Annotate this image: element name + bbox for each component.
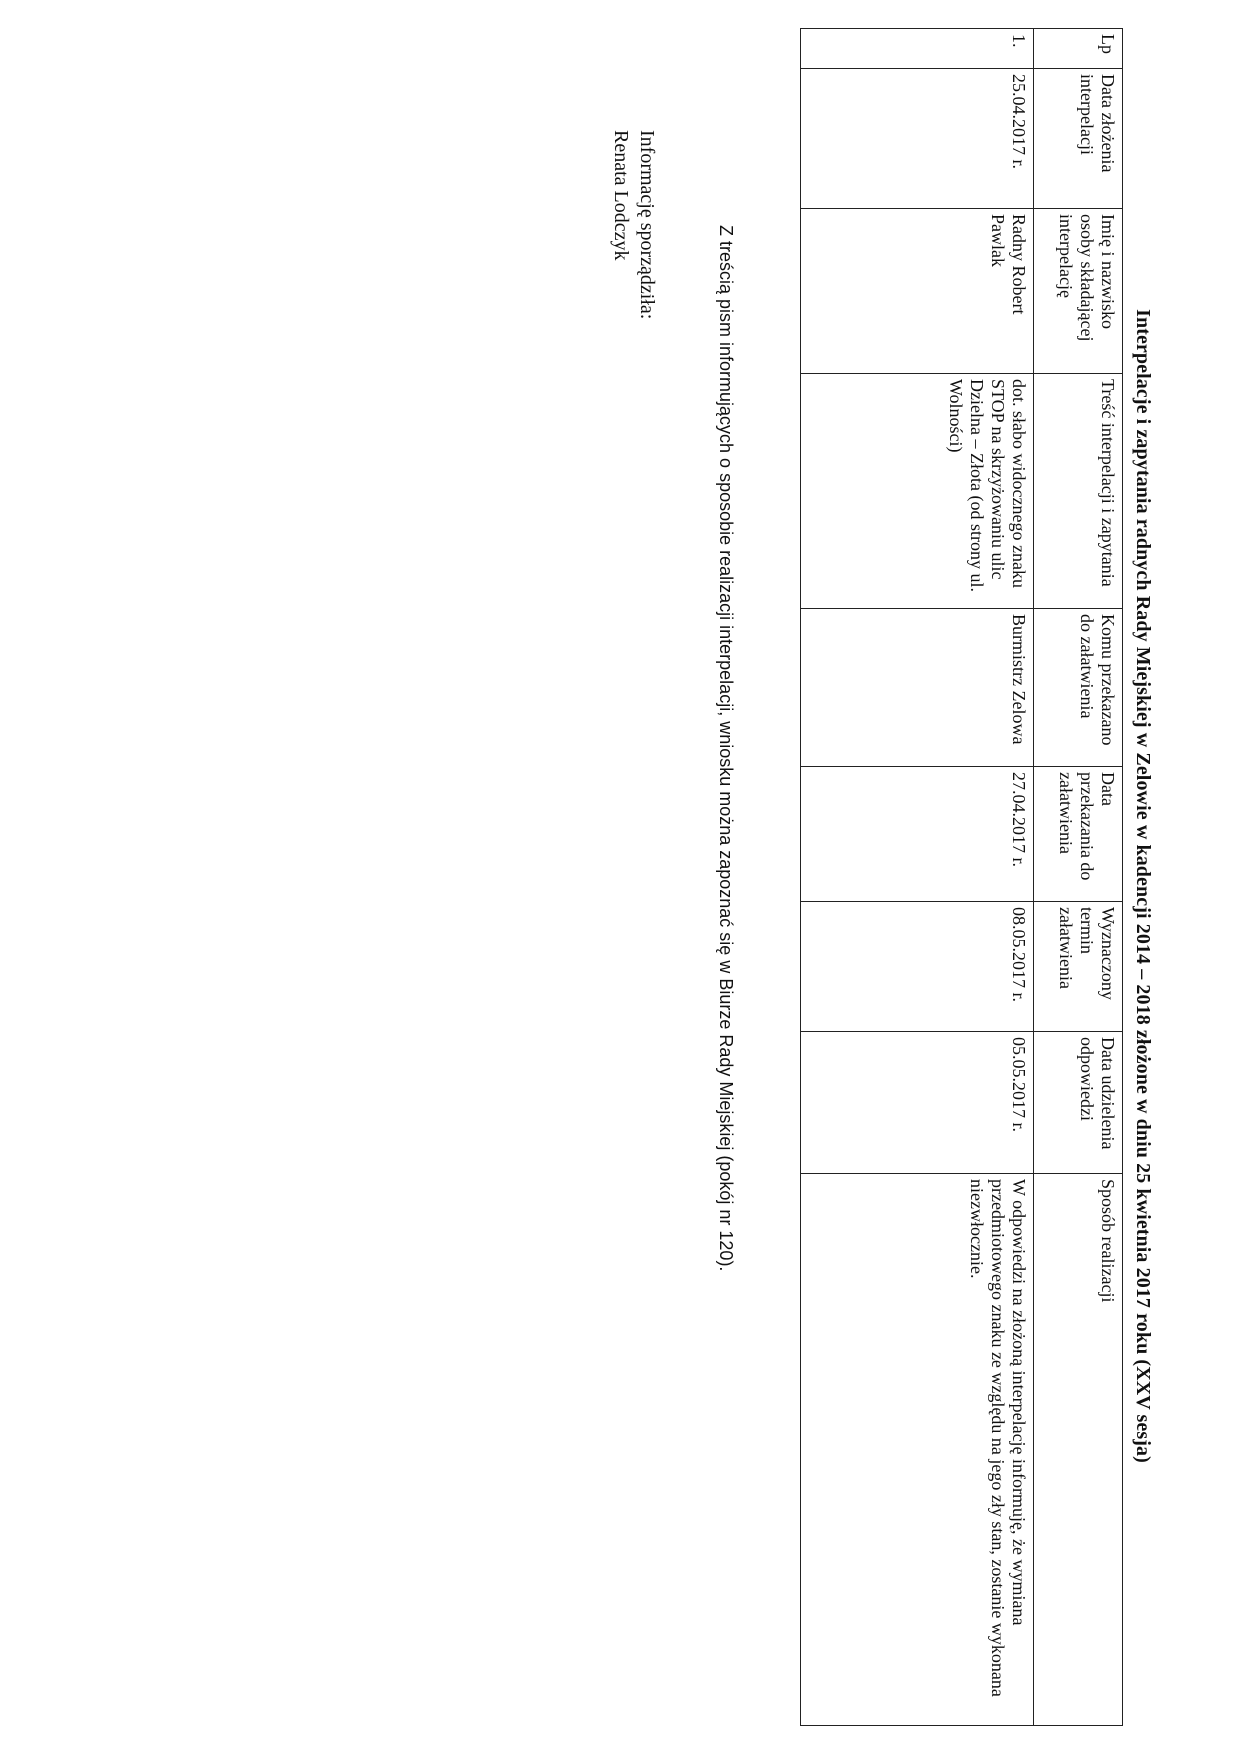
- header-forwarded-to: Komu przekazano do załatwienia: [1034, 609, 1123, 767]
- header-content: Treść interpelacji i zapytania: [1034, 374, 1123, 609]
- cell-date-answered: 05.05.2017 r.: [801, 1032, 1034, 1174]
- table-row: [801, 29, 1034, 1726]
- cell-forwarded-to: Burmistrz Zelowa: [801, 609, 1034, 767]
- prepared-by-block: [608, 130, 660, 319]
- document-title: Interpelacje i zapytania radnych Rady Miejskiej w Zelowie w kadencji 2014 – 2018 złożone w dniu 25 kwietnia 2017 roku (XXV sesja): [1132, 309, 1154, 1463]
- header-realization: Sposób realizacji: [1034, 1174, 1123, 1726]
- cell-deadline: 08.05.2017 r.: [801, 902, 1034, 1032]
- cell-submitter: Radny Robert Pawlak: [801, 209, 1034, 374]
- header-submitter: Imię i nazwisko osoby składającej interpelację: [1034, 209, 1123, 374]
- header-date-submitted: Data złożenia interpelacji: [1034, 69, 1123, 209]
- header-lp: Lp: [1034, 29, 1123, 69]
- interpellations-table: [800, 28, 1123, 1726]
- footnote: Z treścią pism informujących o sposobie realizacji interpelacji, wniosku można zapoznać się w Biurze Rady Miejskiej (pokój nr 120).: [716, 225, 736, 1272]
- cell-lp: 1.: [801, 29, 1034, 69]
- cell-date-submitted: 25.04.2017 r.: [801, 69, 1034, 209]
- table-header-row: [1034, 29, 1123, 1726]
- cell-date-forwarded: 27.04.2017 r.: [801, 767, 1034, 902]
- prepared-by-name: Renata Lodczyk: [610, 130, 632, 261]
- cell-realization: W odpowiedzi na złożoną interpelację informuję, że wymiana przedmiotowego znaku ze względu na jego zły stan, zostanie wykonana niezwłocznie.: [801, 1174, 1034, 1726]
- prepared-by-label: Informację sporządziła:: [636, 130, 658, 320]
- cell-content: dot. słabo widocznego znaku STOP na skrzyżowaniu ulic Dzielna – Złota (od strony ul. Wolności): [801, 374, 1034, 609]
- header-deadline: Wyznaczony termin załatwienia: [1034, 902, 1123, 1032]
- header-date-forwarded: Data przekazania do załatwienia: [1034, 767, 1123, 902]
- header-date-answered: Data udzielenia odpowiedzi: [1034, 1032, 1123, 1174]
